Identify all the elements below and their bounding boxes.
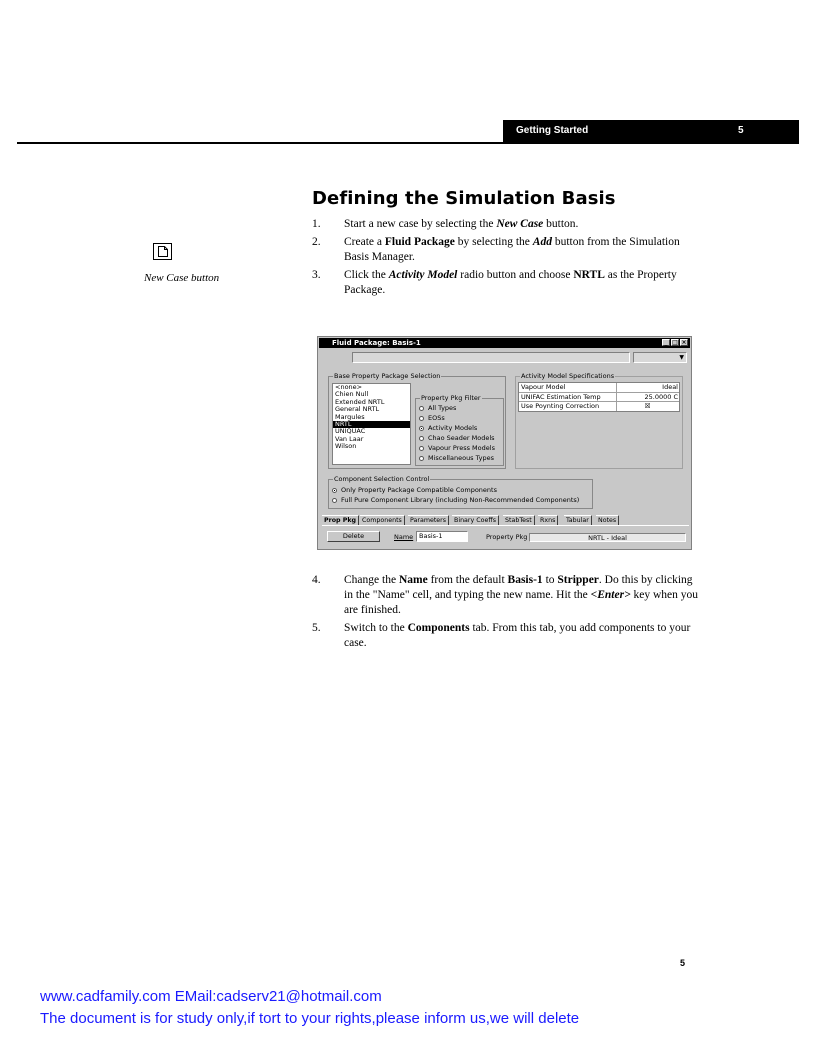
tab-strip-line xyxy=(322,525,689,526)
chapter-title: Getting Started xyxy=(516,125,589,136)
tab-notes[interactable]: Notes xyxy=(596,515,619,525)
package-list-item[interactable]: <none> xyxy=(335,383,363,391)
spec-row[interactable]: Use Poynting Correction ☒ xyxy=(519,402,679,411)
header-rule xyxy=(17,142,799,144)
spec-row[interactable]: UNIFAC Estimation Temp 25.0000 C xyxy=(521,392,678,401)
fluid-package-dialog xyxy=(317,336,692,550)
spec-row[interactable]: Vapour Model Ideal xyxy=(521,383,678,391)
name-label: Name xyxy=(394,533,414,541)
chevron-down-icon: ▼ xyxy=(679,354,684,361)
prop-pkg-label: Property Pkg xyxy=(486,533,528,541)
toolbar-field[interactable] xyxy=(352,352,630,363)
radio-compatible-components[interactable]: Only Property Package Compatible Components xyxy=(332,486,497,494)
spec-group: Activity Model Specifications xyxy=(515,376,683,469)
section-title: Defining the Simulation Basis xyxy=(312,188,616,209)
component-selection-group: Component Selection Control Only Property Package Compatible Components Full Pure Component Library (including Non-Recommended Components) xyxy=(328,479,593,509)
footer-page-number: 5 xyxy=(680,958,686,968)
header-bar xyxy=(503,120,799,143)
package-list-item[interactable]: Chien Null xyxy=(335,390,369,399)
tab-rxns[interactable]: Rxns xyxy=(538,515,558,525)
header-page-number: 5 xyxy=(738,125,744,136)
filter-radio[interactable]: Vapour Press Models xyxy=(419,444,495,452)
filter-radio[interactable]: Miscellaneous Types xyxy=(419,454,494,462)
dialog-title-bar xyxy=(319,338,690,348)
radio-full-library[interactable]: Full Pure Component Library (including Non-Recommended Components) xyxy=(332,496,579,504)
filter-radio[interactable]: Chao Seader Models xyxy=(419,434,495,442)
delete-button[interactable]: Delete xyxy=(327,531,380,542)
package-list-item[interactable]: Margules xyxy=(335,412,365,421)
tab-binary-coeffs[interactable]: Binary Coeffs xyxy=(452,515,499,525)
tab-parameters[interactable]: Parameters xyxy=(408,515,449,525)
spec-table[interactable] xyxy=(518,382,680,412)
tab-prop-pkg[interactable]: Prop Pkg xyxy=(322,515,359,525)
package-list-item[interactable]: Wilson xyxy=(335,442,357,451)
close-icon[interactable]: × xyxy=(681,339,687,346)
filter-group: Property Pkg Filter All Types EOSs Activity Models Chao Seader Models Vapour Press Models Miscellaneous Types xyxy=(415,398,504,466)
toolbar-dropdown[interactable] xyxy=(633,352,687,363)
watermark-contact[interactable]: www.cadfamily.com EMail:cadserv21@hotmail.com xyxy=(40,988,382,1005)
tab-tabular[interactable]: Tabular xyxy=(564,515,592,525)
package-list-item[interactable]: General NRTL xyxy=(335,405,380,414)
package-list-item[interactable]: NRTL xyxy=(333,421,410,428)
base-package-group: Base Property Package Selection <none> Chien Null Extended NRTL General NRTL Margules NRTL UNIQUAC Van Laar Wilson Property Pkg Filter All Types EOSs Activity Models Chao Seader Models Vapour Press Models Miscellaneous Types xyxy=(328,376,506,469)
checkbox-icon: ☒ xyxy=(616,402,678,411)
tab-stabtest[interactable]: StabTest xyxy=(503,515,535,525)
watermark-notice: The document is for study only,if tort to your rights,please inform us,we will delete xyxy=(40,1010,580,1027)
minimize-icon[interactable]: _ xyxy=(662,339,670,346)
prop-pkg-value: NRTL - Ideal xyxy=(529,533,686,542)
tab-components[interactable]: Components xyxy=(360,515,405,525)
dialog-title: Fluid Package: Basis-1 xyxy=(332,339,421,347)
package-list-item[interactable]: UNIQUAC xyxy=(335,427,366,436)
filter-radio[interactable]: All Types xyxy=(419,404,456,412)
package-list-item[interactable]: Van Laar xyxy=(335,434,364,443)
filter-radio[interactable]: EOSs xyxy=(419,414,445,422)
package-list[interactable] xyxy=(332,383,411,465)
package-list-item[interactable]: Extended NRTL xyxy=(335,397,385,406)
margin-caption: New Case button xyxy=(144,272,220,284)
new-document-icon xyxy=(153,243,172,260)
maximize-icon[interactable]: □ xyxy=(672,339,678,346)
filter-radio[interactable]: Activity Models xyxy=(419,424,477,432)
name-field[interactable]: Basis-1 xyxy=(416,531,468,542)
